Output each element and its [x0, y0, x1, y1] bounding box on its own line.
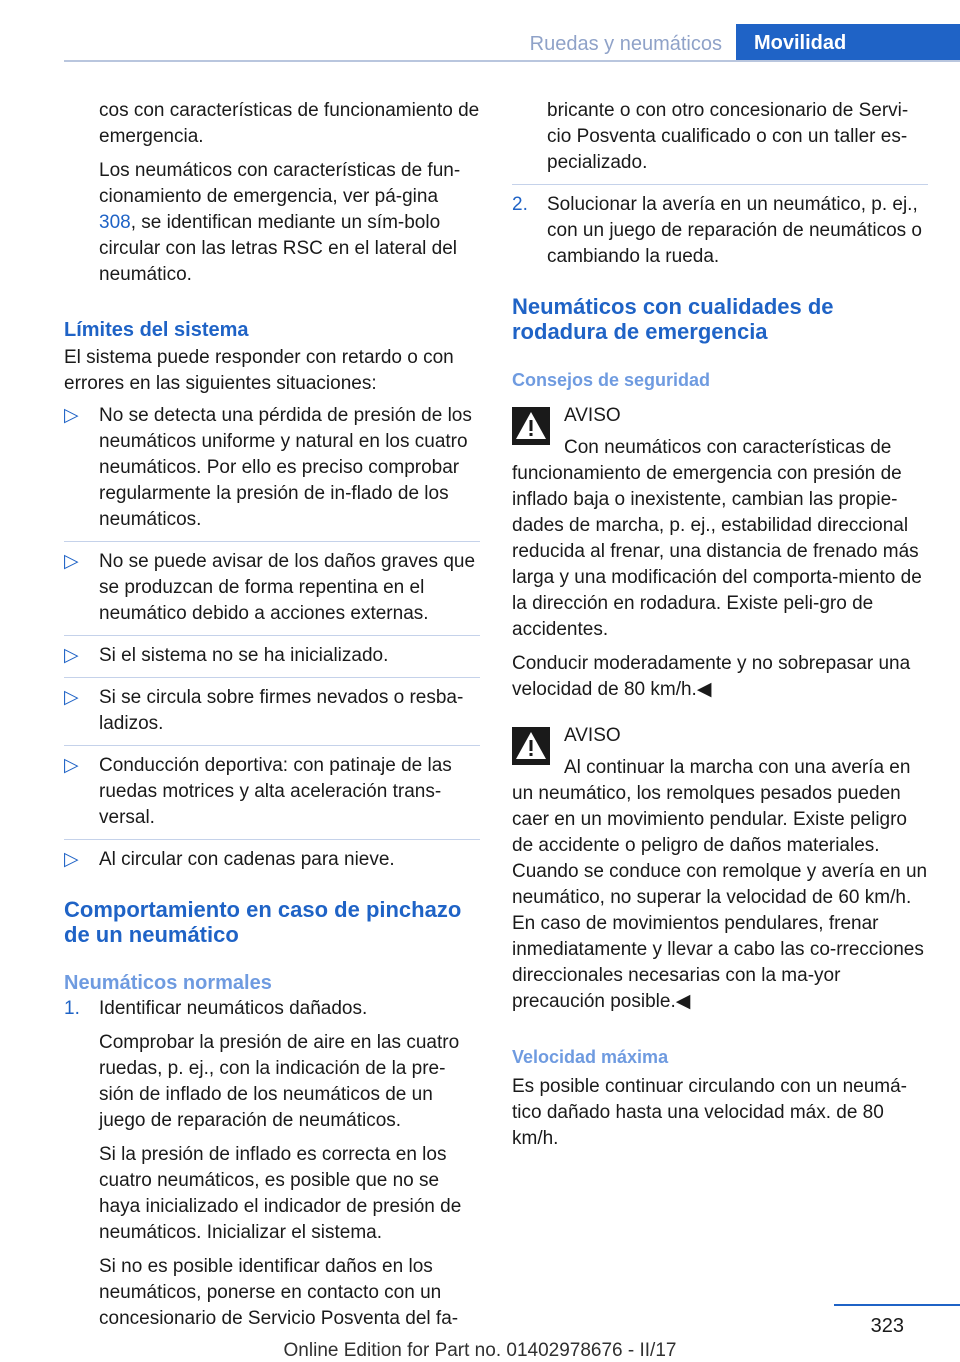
- list-item: [64, 996, 480, 1332]
- warning-text: Con neumáticos con características de funcionamiento de emergencia con presión de inflado baja o inexistente, cambian las propie‐dades de marcha, p. ej., estabilidad direccional reducida al frenar, una distancia de frenado más larga y una modificación del comporta‐miento de la dirección en rodadura. Existe peli‐gro de accidentes.: [512, 437, 922, 640]
- list-item: ▷ No se detecta una pérdida de presión de los neumáticos uniforme y natural en los cuatro neumáticos. Por ello es preciso comprobar regularmente la presión de in‐flado de los neumáticos.: [64, 405, 472, 530]
- step-1-title: Identificar neumáticos dañados.: [99, 998, 368, 1019]
- list-item: ▷ Conducción deportiva: con patinaje de las ruedas motrices y alta aceleración trans‐versal.: [64, 745, 480, 831]
- triangle-bullet-icon: ▷: [64, 645, 79, 666]
- triangle-bullet-icon: ▷: [64, 755, 79, 776]
- header-divider: [64, 60, 960, 62]
- normal-tires-heading: Neumáticos normales: [64, 972, 272, 994]
- intro-paragraph-1: cos con características de funcionamiento de emergencia.: [99, 100, 480, 147]
- warning-text: Al continuar la marcha con una avería en un neumático, los remolques pesados pueden caer en un movimiento pendular. Existe peligro de accidente o peligro de daños materiales. Cuando se conduce con remolque y avería en un neumático, no superar la velocidad de 60 km/h. En caso de movimientos pendulares, frenar inmediatamente y llevar a cabo las co‐rrecciones direccionales necesarias con la ma‐yor precaución posible.◀: [512, 757, 928, 1012]
- triangle-bullet-icon: ▷: [64, 551, 79, 572]
- page-header: [0, 0, 960, 62]
- step-1-paragraph: Comprobar la presión de aire en las cuatro ruedas, p. ej., con la indicación de la pre‐sión de inflado de los neumáticos de un juego de reparación de neumáticos.: [99, 1032, 460, 1131]
- triangle-bullet-icon: ▷: [64, 687, 79, 708]
- header-section-title: Ruedas y neumáticos: [529, 33, 722, 55]
- edition-footer: Online Edition for Part no. 01402978676 - II/17: [283, 1340, 677, 1361]
- step-number: 2.: [512, 194, 528, 215]
- page-number: 323: [870, 1315, 904, 1337]
- step-1-paragraph: Si no es posible identificar daños en los neumáticos, ponerse en contacto con un concesionario de Servicio Posventa del fa‐: [99, 1256, 459, 1329]
- max-speed-text: Es posible continuar circulando con un neumá‐tico dañado hasta una velocidad máx. de 80 km/h.: [512, 1076, 908, 1149]
- max-speed-heading: Velocidad máxima: [512, 1047, 669, 1067]
- steps-list: [64, 996, 480, 1332]
- warning-triangle-icon: [512, 407, 550, 445]
- continued-paragraph: bricante o con otro concesionario de Servi‐cio Posventa cualificado o con un taller es‐pecializado.: [547, 100, 909, 173]
- warning-block-1: [512, 403, 928, 703]
- list-item: ▷ Si se circula sobre firmes nevados o resba‐ladizos.: [64, 677, 480, 737]
- limits-list: [64, 403, 480, 873]
- warning-triangle-icon: [512, 727, 550, 765]
- warning-block-2: [512, 723, 928, 1015]
- list-item: ▷ Al circular con cadenas para nieve.: [64, 839, 480, 873]
- header-chapter-tab: Movilidad: [736, 24, 960, 62]
- intro-text-a: Los neumáticos con características de fun‐cionamiento de emergencia, ver pá‐gina: [99, 160, 461, 207]
- warning-title: AVISO: [564, 725, 621, 746]
- triangle-bullet-icon: ▷: [64, 405, 79, 426]
- list-item: 2. Solucionar la avería en un neumático, p. ej., con un juego de reparación de neumáticos o cambiando la rueda.: [512, 184, 928, 270]
- warning-title: AVISO: [564, 405, 621, 426]
- right-column: [512, 98, 928, 1152]
- puncture-heading: Comportamiento en caso de pinchazo de un neumático: [64, 897, 462, 947]
- safety-heading: Consejos de seguridad: [512, 370, 711, 390]
- intro-paragraph-2: [64, 158, 480, 288]
- step-number: 1.: [64, 998, 80, 1019]
- footer-divider: [834, 1304, 960, 1306]
- limits-intro: El sistema puede responder con retardo o con errores en las siguientes situaciones:: [64, 347, 454, 394]
- steps-list-cont: [512, 184, 928, 270]
- runflat-heading: Neumáticos con cualidades de rodadura de emergencia: [512, 294, 834, 344]
- step-1-paragraph: Si la presión de inflado es correcta en los cuatro neumáticos, es posible que no se haya inicializado el indicador de presión de neumáticos. Inicializar el sistema.: [99, 1144, 462, 1243]
- limits-heading: Límites del sistema: [64, 319, 249, 341]
- list-item: ▷ Si el sistema no se ha inicializado.: [64, 635, 480, 669]
- warning-action: Conducir moderadamente y no sobrepasar una velocidad de 80 km/h.◀: [512, 653, 911, 700]
- triangle-bullet-icon: ▷: [64, 849, 79, 870]
- intro-text-b: , se identifican mediante un sím‐bolo circular con las letras RSC en el lateral del neumático.: [99, 212, 457, 285]
- page-link-308[interactable]: 308: [99, 212, 131, 233]
- left-column: [64, 98, 480, 1332]
- list-item: ▷ No se puede avisar de los daños graves que se produzcan de forma repentina en el neumático debido a acciones externas.: [64, 541, 480, 627]
